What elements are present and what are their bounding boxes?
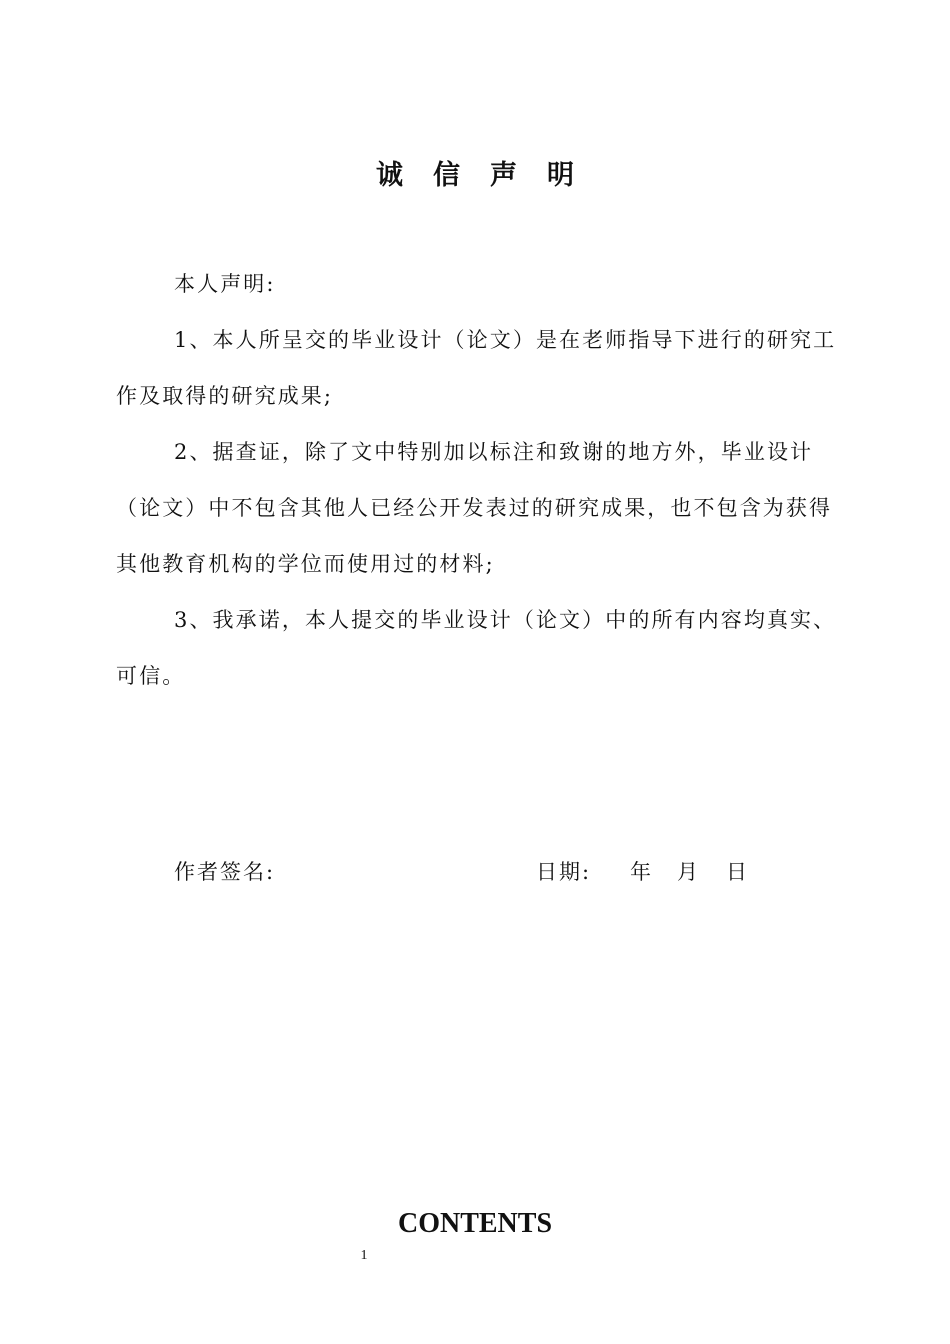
date-day-label: 日 [726,860,749,884]
date-label: 日期: [536,860,592,884]
page-number: 1 [360,1248,368,1263]
declaration-body [116,256,852,704]
signature-row [0,850,950,894]
declaration-item-3: 3、我承诺，本人提交的毕业设计（论文）中的所有内容均真实、可信。 [116,608,837,688]
date-month-label: 月 [677,860,700,884]
declaration-item-2: 2、据查证，除了文中特别加以标注和致谢的地方外，毕业设计（论文）中不包含其他人已经公开发表过的研究成果，也不包含为获得其他教育机构的学位而使用过的材料; [116,440,833,576]
declaration-item-1: 1、本人所呈交的毕业设计（论文）是在老师指导下进行的研究工作及取得的研究成果; [116,328,837,408]
page-title: 诚信声明 [376,160,604,191]
date-year-label: 年 [630,860,653,884]
declaration-intro: 本人声明: [174,272,276,296]
signature-label: 作者签名: [174,860,276,884]
contents-heading: CONTENTS [397,1208,553,1239]
